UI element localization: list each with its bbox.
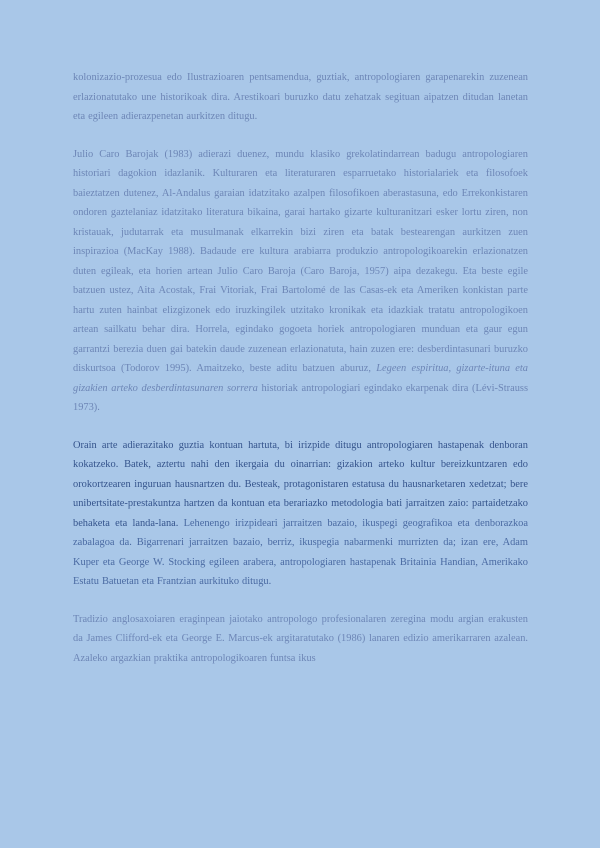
paragraph-4 — [73, 610, 528, 669]
paragraph-1 — [73, 68, 528, 127]
paragraph-2 — [73, 145, 528, 418]
paragraph-2-text-after: historiak antropologiari egindako ekarpenak dira (Lévi-Strauss 1973). — [73, 382, 528, 413]
paragraph-3-lead: Orain arte adierazitako guztia kontuan hartuta, bi irizpide ditugu antropologiaren hastapenak denboran kokatzeko. Batek, aztertu nahi den ikergaia du oinarrian: gizakion arteko kultur bereizkuntzaren edo orokortzearen inguruan hausnartzen du. Besteak, protagonistaren estatusa du hausnarketaren xedetzat; bere unibertsitate-prestakuntza hartzen da kontuan eta berariazko metodologia bati jarraitzen zaio: partaidetzako behaketa eta landa-lana. — [73, 439, 528, 529]
paragraph-2-italic-title: Legeen espiritua, gizarte-ituna eta gizakien arteko desberdintasunaren sorrera — [73, 363, 528, 394]
paragraph-3-rest: Lehenengo irizpideari jarraitzen bazaio, ikuspegi geografikoa eta denborazkoa zabalagoa da. Bigarrenari jarraitzen bazaio, berriz, ikuspegia nabarmenki murrizten da; izan ere, Adam Kuper eta George W. Stocking egileen arabera, antropologiaren hastapenak Britainia Handian, Amerikako Estatu Batuetan eta Frantzian aurkituko ditugu. — [73, 517, 528, 587]
paragraph-3 — [73, 436, 528, 592]
paragraph-2-text-before: Julio Caro Barojak (1983) adierazi duenez, mundu klasiko grekolatindarrean badugu antropologiaren historiari dagokion idazlanik. Kulturaren eta literaturaren esparruetako historialariek eta filosofoek baieztatzen dutenez, Al-Andalus garaian idatzitako azalpen filosofikoen aberastasuna, edo Errekonkistaren ondoren gaztelaniaz idatzitako literatura bikaina, garai hartako gizarte kulturanitzari esker lortu ziren, non kristauak, judutarrak eta musulmanak elkarrekin bizi ziren eta batak bestearengan aurkitzen zuen inspirazioa (MacKay 1988). Badaude ere kultura arabiarra produkzio antropologikoarekin erlazionatzen duten egileak, eta horien artean Julio Caro Baroja (Caro Baroja, 1957) aipa dezakegu. Eta beste egile batzuen ustez, Aita Acostak, Frai Vitoriak, Frai Bartolomé de las Casas-ek eta Ameriken konkistan parte hartu zuten hainbat elizgizonek edo iruzkingilek utzitako kronikak eta idazkiak tratatu antropologikoen artean sailkatu behar dira. Horrela, egindako gogoeta horiek antropologiaren munduan eta gaur egun garrantzi berezia duen gai batekin daude zuzenean erlazionatuta, hain zuzen ere: desberdintasunari buruzko diskurtsoa (Todorov 1995). Amaitzeko, beste aditu batzuen aburuz, — [73, 148, 528, 374]
paragraph-1-text: kolonizazio-prozesua edo Ilustrazioaren pentsamendua, guztiak, antropologiaren garapenarekin zuzenean erlazionatutako une historikoak dira. Arestikoari buruzko datu zehatzak segituan aipatzen ditudan lanetan eta egileen adierazpenetan aurkitzen ditugu. — [73, 72, 528, 122]
document-page — [73, 68, 528, 848]
paragraph-4-text: Tradizio anglosaxoiaren eraginpean jaiotako antropologo profesionalaren zeregina modu argian erakusten da James Clifford-ek eta George E. Marcus-ek argitaratutako (1986) lanaren edizio amerikarraren azalean. Azaleko argazkian praktika antropologikoaren funtsa ikus — [73, 613, 528, 664]
